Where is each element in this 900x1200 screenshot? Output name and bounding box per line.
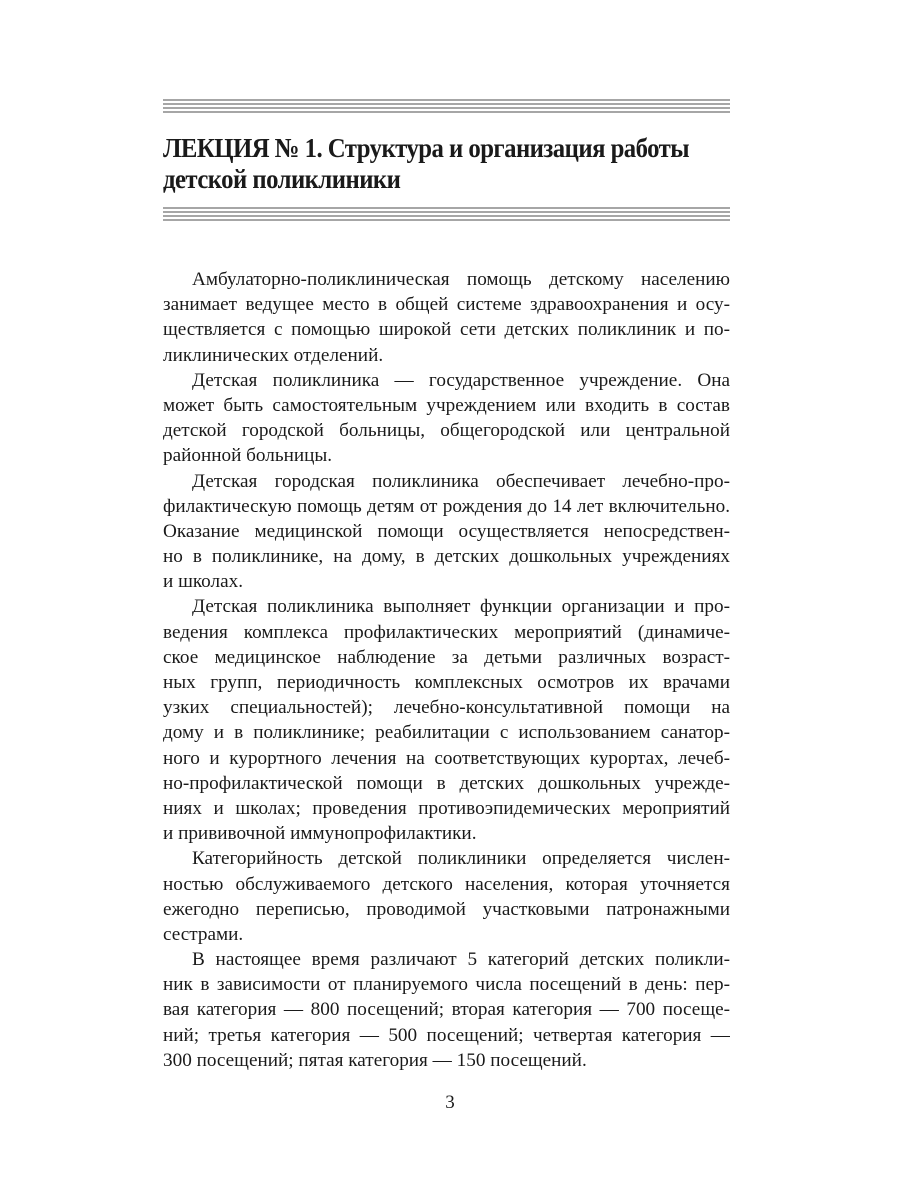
text-line: сестрами.	[163, 923, 244, 945]
lecture-title	[163, 132, 690, 194]
text-line: районной больницы.	[163, 445, 333, 467]
header-rule-bottom	[163, 207, 730, 223]
text-line: ежегодно переписью, проводимой участковыми патронажными	[163, 898, 730, 920]
paragraph	[163, 469, 730, 595]
text-line: узких специальностей); лечебно-консультативной помощи на	[163, 697, 730, 719]
text-line: вая категория — 800 посещений; вторая категория — 700 посеще-	[163, 999, 730, 1021]
text-line: ного и курортного лечения на соответствующих курортах, лечеб-	[163, 747, 730, 769]
text-line: но-профилактической помощи в детских дошкольных учрежде-	[163, 772, 730, 794]
text-line: дому и в поликлинике; реабилитации с использованием санатор-	[163, 722, 730, 744]
header-rule-top	[163, 99, 730, 115]
text-line: но в поликлинике, на дому, в детских дошкольных учреждениях	[163, 546, 730, 568]
lecture-title-line: ЛЕКЦИЯ № 1. Структура и организация работы	[163, 132, 690, 163]
text-line: Оказание медицинской помощи осуществляется непосредствен-	[163, 520, 730, 542]
text-line: Категорийность детской поликлиники определяется числен-	[192, 848, 730, 870]
lecture-body	[163, 267, 730, 1073]
text-line: ных групп, периодичность комплексных осмотров их врачами	[163, 672, 730, 693]
paragraph	[163, 267, 730, 368]
text-line: Детская поликлиника выполняет функции организации и про-	[192, 596, 730, 618]
text-line: Детская поликлиника — государственное учреждение. Она	[192, 369, 730, 391]
text-line: занимает ведущее место в общей системе здравоохранения и осу-	[163, 294, 730, 316]
text-line: ний; третья категория — 500 посещений; четвертая категория —	[163, 1024, 730, 1046]
lecture-title-line: детской поликлиники	[163, 163, 401, 194]
text-line: ведения комплекса профилактических мероприятий (динамиче-	[163, 621, 730, 643]
text-line: В настоящее время различают 5 категорий детских поликли-	[192, 949, 730, 971]
text-line: ниях и школах; проведения противоэпидемических мероприятий	[163, 797, 730, 819]
text-line: Детская городская поликлиника обеспечивает лечебно-про-	[192, 470, 730, 492]
text-line: ское медицинское наблюдение за детьми различных возраст-	[163, 646, 730, 668]
text-line: ществляется с помощью широкой сети детских поликлиник и по-	[163, 319, 730, 341]
text-line: 300 посещений; пятая категория — 150 посещений.	[163, 1049, 587, 1071]
paragraph	[163, 846, 730, 947]
paragraph	[163, 594, 730, 846]
text-line: и прививочной иммунопрофилактики.	[163, 823, 477, 845]
paragraph	[163, 947, 730, 1073]
text-line: ностью обслуживаемого детского населения, которая уточняется	[163, 873, 730, 895]
text-line: и школах.	[163, 571, 244, 593]
paragraph	[163, 368, 730, 469]
page-number: 3	[445, 1092, 455, 1113]
text-line: ник в зависимости от планируемого числа посещений в день: пер-	[163, 974, 730, 996]
text-line: филактическую помощь детям от рождения до 14 лет включительно.	[163, 495, 730, 517]
text-line: Амбулаторно-поликлиническая помощь детскому населению	[192, 269, 730, 290]
text-line: может быть самостоятельным учреждением или входить в состав	[163, 394, 730, 416]
text-line: детской городской больницы, общегородской или центральной	[163, 420, 730, 442]
text-line: ликлинических отделений.	[163, 344, 384, 366]
